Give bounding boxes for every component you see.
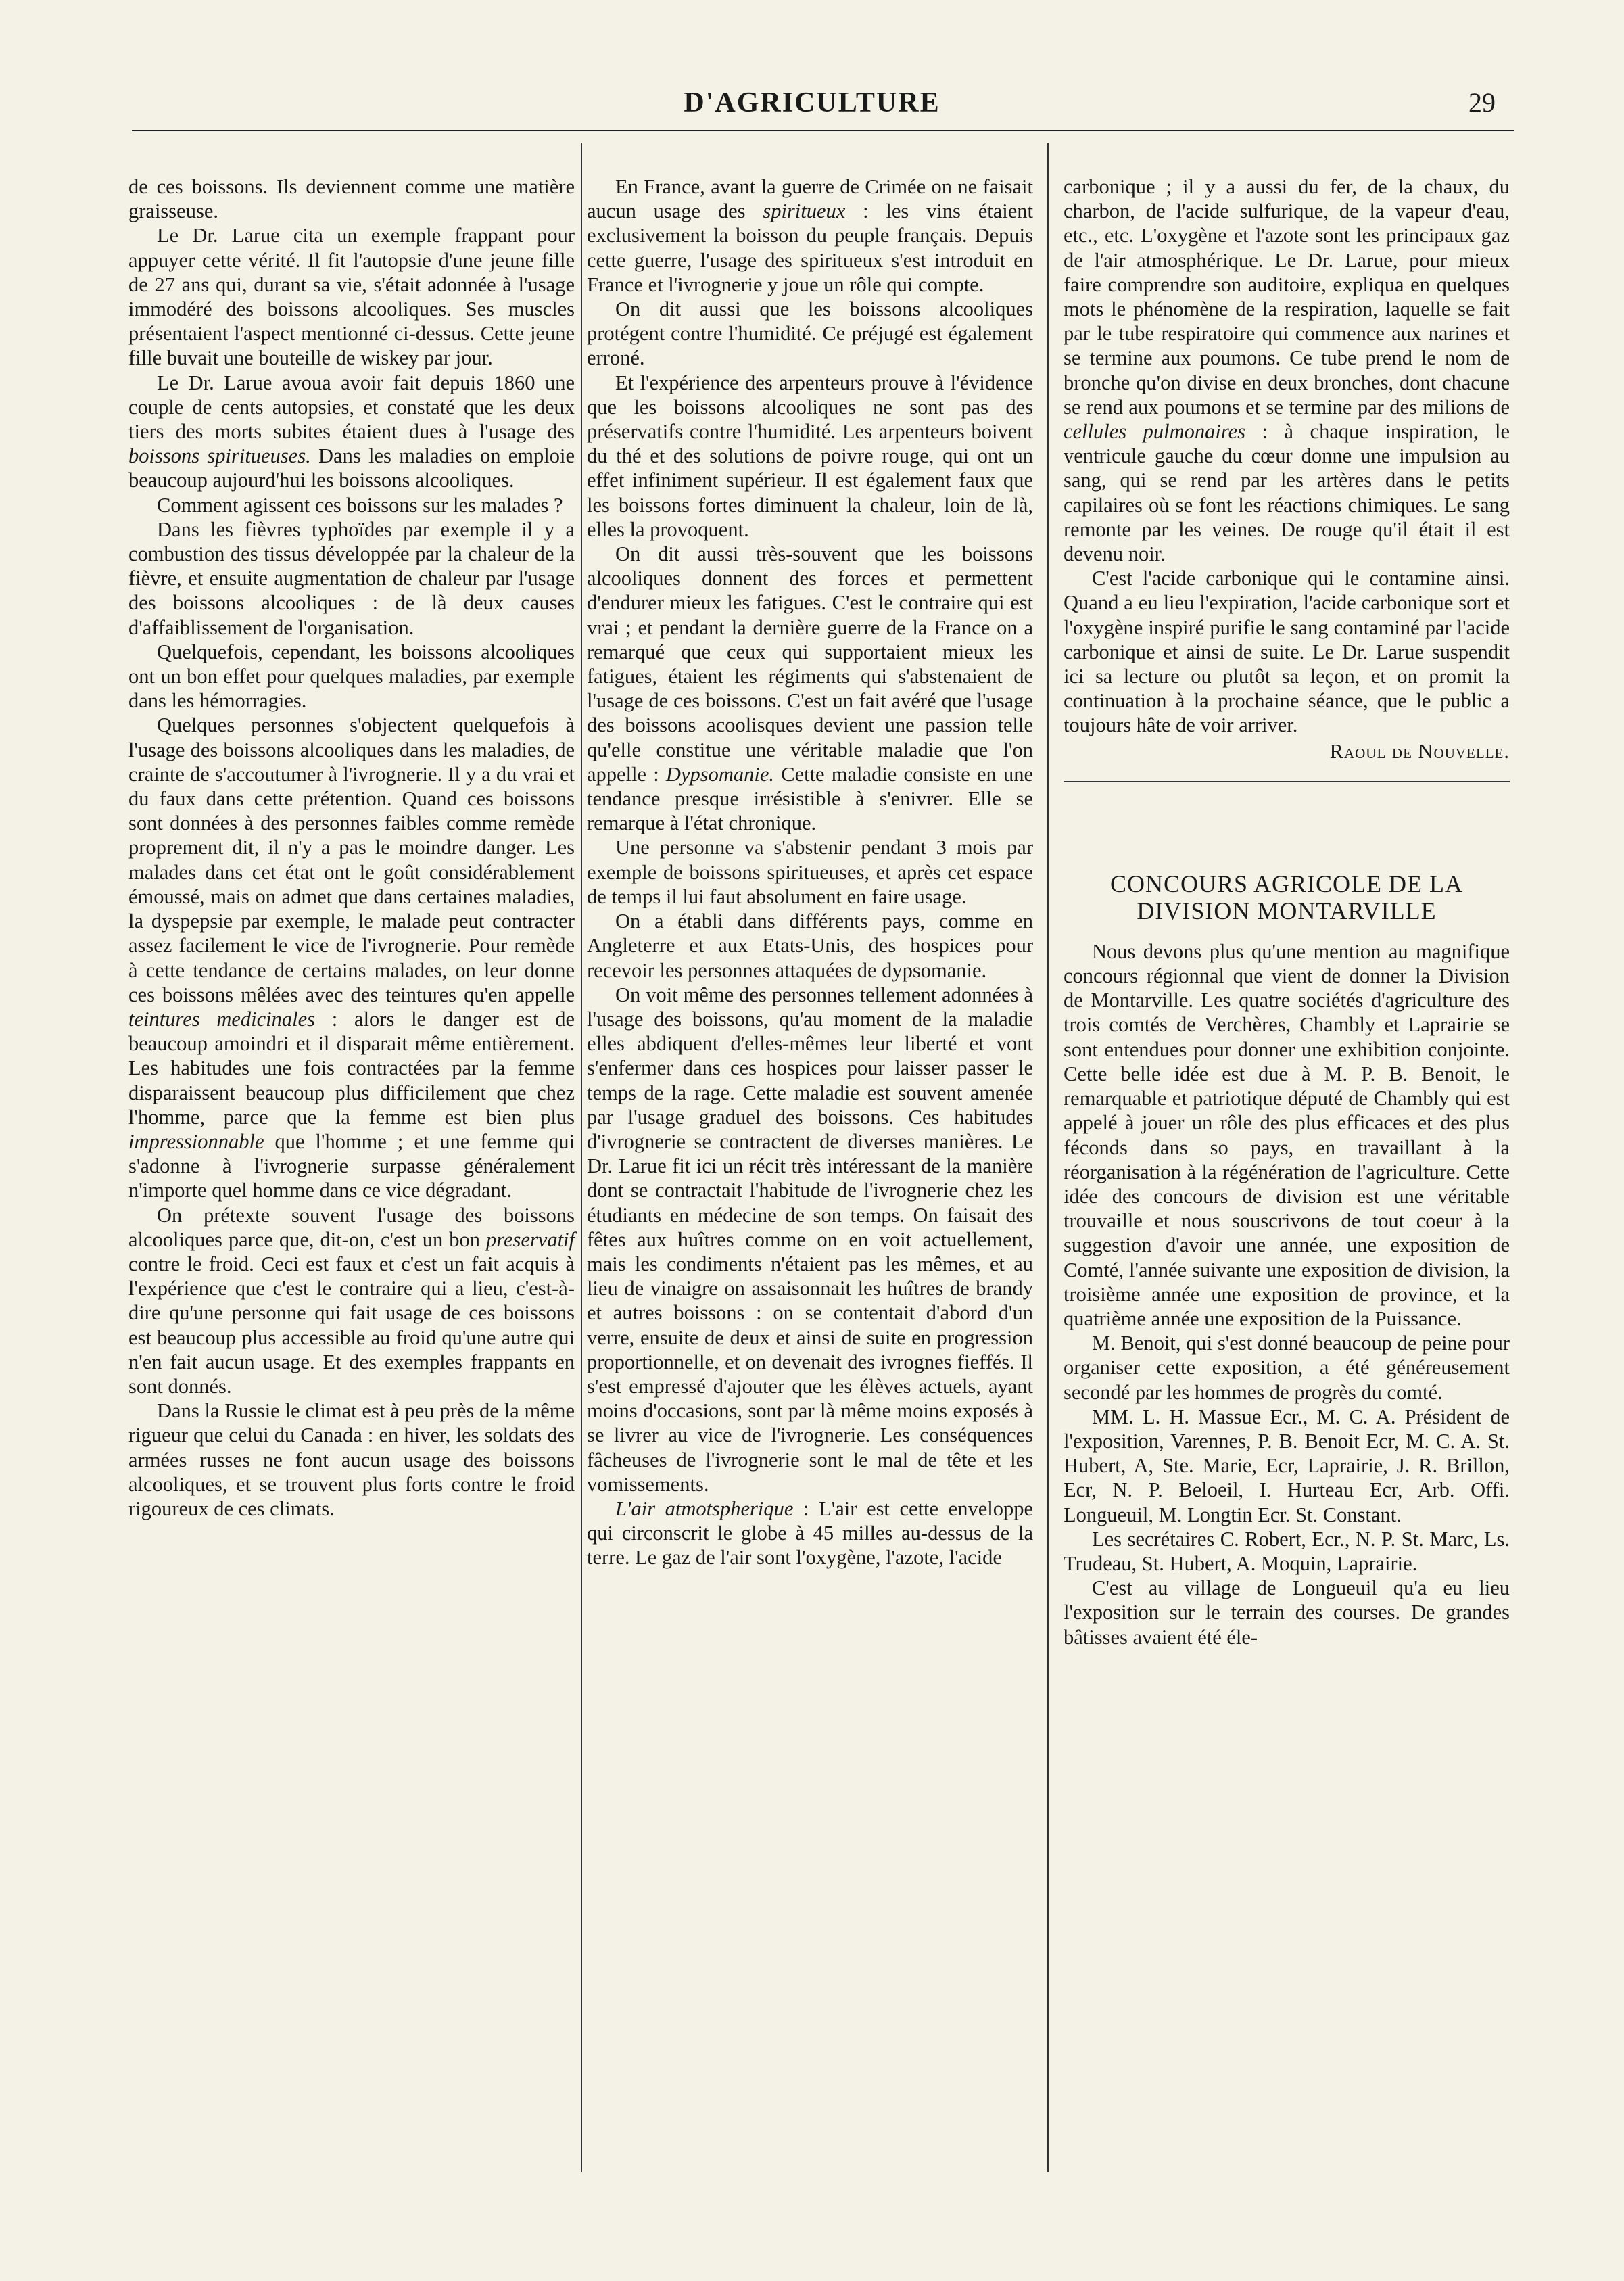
italic-term: cellules pulmonaires bbox=[1064, 420, 1246, 444]
paragraph: MM. L. H. Massue Ecr., M. C. A. Président de l'exposition, Varennes, P. B. Benoit Ecr, M. C. A. St. Hubert, A, Ste. Marie, Ecr, Laprairie, J. R. Brillon, Ecr, N. P. Beloeil, I. Hurteau Ecr, Arb. Offi. Longueuil, M. Longtin Ecr. St. Constant. bbox=[1064, 1405, 1510, 1526]
paragraph: Quelques personnes s'objectent quelquefois à l'usage des boissons alcooliques dans les maladies, de crainte de s'accoutumer à l'ivrognerie. Il y a du vrai et du faux dans cette prétention. Quand ces boissons sont données à des personnes faibles comme remède proprement dit, il n'y a pas le moindre danger. Les malades dans cet état ont le goût considérablement émoussé, mais on admet que dans certaines maladies, la dyspepsie par exemple, le malade peut contracter assez facilement le vice de l'ivrognerie. Pour remède à cette tendance de certains malades, on leur donne ces boissons mêlées avec des teintures qu'en appelle teintures medicinales : alors le danger est de beaucoup amoindri et il disparait même entièrement. Les habitudes une fois contractées par la femme disparaissent beaucoup plus difficilement que chez l'homme, parce que la femme est bien plus impressionnable que l'homme ; et une femme qui s'adonne à l'ivrognerie surpasse généralement n'importe quel homme dans ce vice dégradant. bbox=[128, 713, 575, 1202]
running-title: D'AGRICULTURE bbox=[684, 87, 940, 118]
section-title: CONCOURS AGRICOLE DE LA DIVISION MONTARVILLE bbox=[1109, 870, 1464, 924]
column-divider-2 bbox=[1047, 143, 1049, 2172]
section-separator bbox=[1064, 781, 1510, 870]
paragraph: Les secrétaires C. Robert, Ecr., N. P. St. Marc, Ls. Trudeau, St. Hubert, A. Moquin, Laprairie. bbox=[1064, 1527, 1510, 1575]
page-number: 29 bbox=[1468, 87, 1496, 118]
italic-term: impressionnable bbox=[128, 1129, 264, 1153]
paragraph: On prétexte souvent l'usage des boissons alcooliques parce que, dit-on, c'est un bon preservatif contre le froid. Ceci est faux et c'est un fait acquis à l'expérience que c'est le contraire qui a lieu, c'est-à-dire qu'une personne qui fait usage de ces boissons est beaucoup plus accessible au froid qu'une autre qui n'en fait aucun usage. Et des exemples frappants en sont donnés. bbox=[128, 1203, 575, 1398]
italic-term: teintures medicinales bbox=[128, 1007, 316, 1031]
paragraph: M. Benoit, qui s'est donné beaucoup de peine pour organiser cette exposition, a été généreusement secondé par les hommes de progrès du comté. bbox=[1064, 1332, 1510, 1404]
italic-term: boissons spiritueuses. bbox=[128, 444, 311, 468]
column-1 bbox=[128, 174, 575, 1521]
paragraph: On a établi dans différents pays, comme en Angleterre et aux Etats-Unis, des hospices pour recevoir les personnes attaquées de dypsomanie. bbox=[587, 910, 1033, 982]
paragraph: C'est au village de Longueuil qu'a eu lieu l'exposition sur le terrain des courses. De grandes bâtisses avaient été éle- bbox=[1064, 1576, 1510, 1649]
column-divider-1 bbox=[581, 143, 582, 2172]
paragraph: Une personne va s'abstenir pendant 3 mois par exemple de boissons spiritueuses, et après cet espace de temps il lui faut absolument en faire usage. bbox=[587, 836, 1033, 908]
paragraph: On dit aussi très-souvent que les boissons alcooliques donnent des forces et permettent d'endurer mieux les fatigues. C'est le contraire qui est vrai ; et pendant la dernière guerre de la France on a remarqué que ceux qui supportaient mieux les fatigues, étaient les régiments qui s'abstenaient de l'usage de ces boissons. C'est un fait avéré que l'usage des boissons acoolisques devient une passion telle qu'elle constitue une véritable maladie que l'on appelle : Dypsomanie. Cette maladie consiste en une tendance presque irrésistible à s'enivrer. Elle se remarque à l'état chronique. bbox=[587, 542, 1033, 835]
paragraph: L'air atmotspherique : L'air est cette enveloppe qui circonscrit le globe à 45 milles au-dessus de la terre. Le gaz de l'air sont l'oxygène, l'azote, l'acide bbox=[587, 1497, 1034, 1570]
paragraph: de ces boissons. Ils deviennent comme une matière graisseuse. bbox=[128, 175, 575, 223]
paragraph: carbonique ; il y a aussi du fer, de la chaux, du charbon, de l'acide sulfurique, de la vapeur d'eau, etc., etc. L'oxygène et l'azote sont les principaux gaz de l'air atmosphérique. Le Dr. Larue, pour mieux faire comprendre son auditoire, expliqua en quelques mots le phénomène de la respiration, laquelle se fait par le tube respiratoire qui commence aux narines et se termine aux poumons. Ce tube prend le nom de bronche qu'on divise en deux bronches, dont chacune se rend aux poumons et se termine par des milions de cellules pulmonaires : à chaque inspiration, le ventricule gauche du cœur donne une impulsion au sang, qui se rend par les artères dans le petits capilaires où se font les réactions chimiques. Le sang remonte par les veines. De rouge qu'il était il est devenu noir. bbox=[1064, 175, 1510, 566]
italic-term: spiritueux bbox=[763, 199, 846, 223]
paragraph: Comment agissent ces boissons sur les malades ? bbox=[157, 493, 563, 517]
header-rule bbox=[132, 130, 1514, 131]
italic-term: L'air atmotspherique bbox=[615, 1497, 794, 1520]
paragraph: Dans les fièvres typhoïdes par exemple il y a combustion des tissus développée par la chaleur de la fièvre, et ensuite augmentation de chaleur par l'usage des boissons alcooliques : de là deux causes d'affaiblissement de l'organisation. bbox=[128, 517, 575, 639]
paragraph: Quelquefois, cependant, les boissons alcooliques ont un bon effet pour quelques maladies, par exemple dans les hémorragies. bbox=[128, 640, 575, 713]
column-3 bbox=[1064, 174, 1510, 1649]
paragraph: On dit aussi que les boissons alcooliques protégent contre l'humidité. Ce préjugé est également erroné. bbox=[587, 298, 1033, 370]
paragraph: Le Dr. Larue avoua avoir fait depuis 1860 une couple de cents autopsies, et constaté que les deux tiers des morts subites étaient dues à l'usage des boissons spiritueuses. Dans les maladies on emploie beaucoup aujourd'hui les boissons alcooliques. bbox=[128, 371, 575, 492]
paragraph: C'est l'acide carbonique qui le contamine ainsi. Quand a eu lieu l'expiration, l'acide carbonique sort et l'oxygène inspiré purifie le sang contaminé par l'acide carbonique et ainsi de suite. Le Dr. Larue suspendit ici sa lecture ou plutôt sa leçon, et on promit la continuation à la prochaine séance, que le public a toujours hâte de voir arriver. bbox=[1064, 567, 1510, 737]
author-signature: Raoul de Nouvelle. bbox=[1329, 739, 1510, 763]
paragraph: Dans la Russie le climat est à peu près de la même rigueur que celui du Canada : en hiver, les soldats des armées russes ne font aucun usage des boissons alcooliques, et se trouvent plus forts contre le froid rigoureux de ces climats. bbox=[128, 1399, 575, 1520]
column-2 bbox=[587, 174, 1033, 1570]
paragraph: En France, avant la guerre de Crimée on ne faisait aucun usage des spiritueux : les vins étaient exclusivement la boisson du peuple français. Depuis cette guerre, l'usage des spiritueux s'est introduit en France et l'ivrognerie y joue un rôle qui compte. bbox=[587, 175, 1033, 296]
paragraph: Nous devons plus qu'une mention au magnifique concours régionnal que vient de donner la Division de Montarville. Les quatre sociétés d'agriculture des trois comtés de Verchères, Chambly et Laprairie se sont entendues pour donner une exhibition conjointe. Cette belle idée est due à M. P. B. Benoit, le remarquable et patriotique député de Chambly qui est appelé à jouer un rôle des plus efficaces et des plus féconds dans so pays, en travaillant à la réorganisation à la régénération de l'agriculture. Cette idée des concours de division est une véritable trouvaille et nous souscrivons de tout coeur à la suggestion d'avoir une année, une exposition de Comté, l'année suivante une exposition de division, la troisième année une exposition de province, et la quatrième année une exposition de la Puissance. bbox=[1064, 939, 1510, 1330]
paragraph: Le Dr. Larue cita un exemple frappant pour appuyer cette vérité. Il fit l'autopsie d'une jeune fille de 27 ans qui, durant sa vie, s'était adonnée à l'usage immodéré des boissons alcooliques. Ses muscles présentaient l'aspect mentionné ci-dessus. Cette jeune fille buvait une bouteille de wiskey par jour. bbox=[128, 224, 575, 370]
italic-term: preservatif bbox=[485, 1227, 575, 1251]
italic-term: Dypsomanie. bbox=[665, 762, 775, 786]
paragraph: On voit même des personnes tellement adonnées à l'usage des boissons, qu'au moment de la maladie elles abdiquent d'elles-mêmes leur liberté et vont s'enfermer dans ces hospices pour laisser passer le temps de la rage. Cette maladie est souvent amenée par l'usage graduel des boissons. Ces habitudes d'ivrognerie se contractent de diverses manières. Le Dr. Larue fit ici un récit très intéressant de la manière dont se contractait l'habitude de l'ivrognerie chez les étudiants en médecine de son temps. On faisait des fêtes aux huîtres comme on en voit actuellement, mais les condiments n'étaient pas les mêmes, et au lieu de vinaigre on assaisonnait les huîtres de brandy et autres boissons : on se contentait d'abord d'un verre, ensuite de deux et ainsi de suite en progression proportionnelle, et on devenait des ivrognes fieffés. Il s'est empressé d'ajouter que les élèves actuels, ayant moins d'occasions, sont par là même moins exposés à se livrer au vice de l'ivrognerie. Les conséquences fâcheuses de l'ivrognerie sont le mal de tête et les vomissements. bbox=[587, 983, 1033, 1496]
paragraph: Et l'expérience des arpenteurs prouve à l'évidence que les boissons alcooliques ne sont pas des préservatifs contre l'humidité. Les arpenteurs boivent du thé et des solutions de poivre rouge, qui ont un effet infiniment supérieur. Il est également faux que les boissons fortes diminuent la chaleur, loin de là, elles la provoquent. bbox=[587, 371, 1033, 541]
